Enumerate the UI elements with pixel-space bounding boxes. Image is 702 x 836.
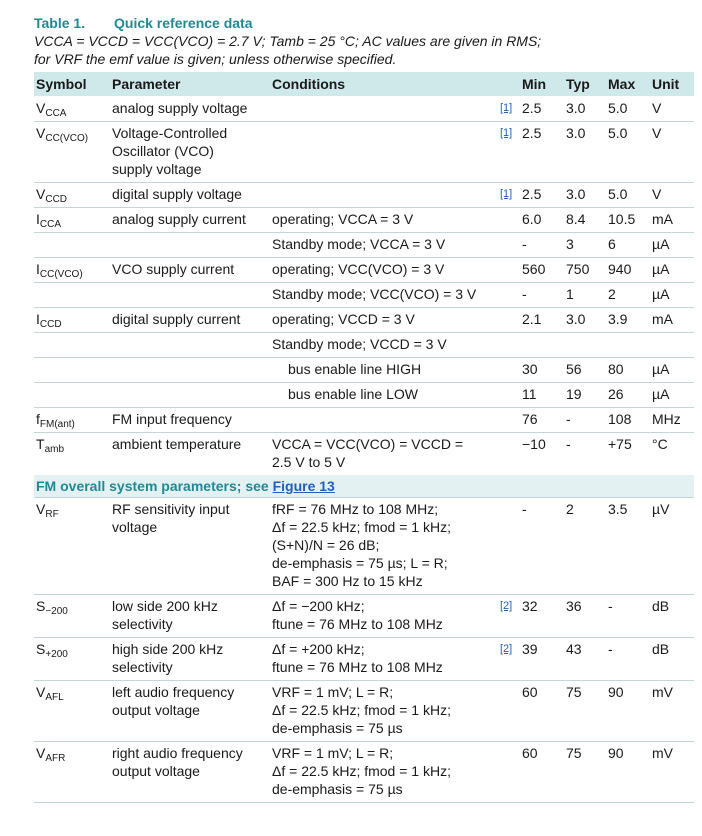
min-value: 32 bbox=[522, 598, 538, 614]
header-min: Min bbox=[522, 76, 547, 92]
symbol-letter: V bbox=[36, 501, 46, 517]
parameter-cell bbox=[112, 435, 268, 453]
table-caption bbox=[34, 14, 694, 68]
typ-value: 36 bbox=[566, 598, 582, 614]
figure-link[interactable]: Figure 13 bbox=[272, 478, 335, 494]
conditions-cell bbox=[272, 235, 502, 253]
unit-value: µV bbox=[652, 501, 670, 517]
max-value: 5.0 bbox=[608, 186, 628, 202]
condition-line: Δf = 22.5 kHz; fmod = 1 kHz; bbox=[272, 763, 451, 779]
symbol-cell bbox=[36, 124, 108, 148]
footnote-link[interactable]: [1] bbox=[500, 102, 513, 114]
condition-line: Standby mode; VCC(VCO) = 3 V bbox=[272, 286, 477, 302]
table-row bbox=[34, 332, 694, 358]
unit-value: V bbox=[652, 186, 662, 202]
table-row bbox=[34, 232, 694, 258]
table-number: Table 1. bbox=[34, 15, 86, 31]
conditions-cell bbox=[272, 310, 502, 328]
unit-value: V bbox=[652, 125, 662, 141]
symbol-cell bbox=[36, 435, 108, 459]
conditions-cell bbox=[272, 210, 502, 228]
table-row bbox=[34, 257, 694, 283]
min-value: - bbox=[522, 286, 527, 302]
parameter-cell bbox=[112, 99, 268, 117]
parameter-cell bbox=[112, 500, 268, 536]
table-row bbox=[34, 357, 694, 383]
symbol-subscript: CCD bbox=[45, 194, 68, 205]
symbol-cell bbox=[36, 185, 108, 209]
max-value: 3.5 bbox=[608, 501, 628, 517]
symbol-subscript: CCA bbox=[39, 219, 62, 230]
symbol-letter: V bbox=[36, 125, 46, 141]
footnote-link[interactable]: [2] bbox=[500, 600, 513, 612]
condition-line: VCCA = VCC(VCO) = VCCD = bbox=[272, 436, 463, 452]
header-symbol: Symbol bbox=[36, 76, 87, 92]
min-value: - bbox=[522, 501, 527, 517]
typ-value: 8.4 bbox=[566, 211, 586, 227]
unit-value: mA bbox=[652, 311, 673, 327]
max-value: 80 bbox=[608, 361, 624, 377]
parameter-cell bbox=[112, 410, 268, 428]
max-value: - bbox=[608, 598, 613, 614]
parameter-line: left audio frequency bbox=[112, 684, 235, 700]
condition-line: Δf = 22.5 kHz; fmod = 1 kHz; bbox=[272, 519, 451, 535]
typ-value: 750 bbox=[566, 261, 590, 277]
typ-value: 19 bbox=[566, 386, 582, 402]
typ-value: 3 bbox=[566, 236, 574, 252]
table-row bbox=[34, 307, 694, 333]
parameter-line: high side 200 kHz bbox=[112, 641, 224, 657]
max-value: - bbox=[608, 641, 613, 657]
typ-value: 75 bbox=[566, 745, 582, 761]
unit-value: °C bbox=[652, 436, 668, 452]
parameter-line: FM input frequency bbox=[112, 411, 232, 427]
typ-value: - bbox=[566, 436, 571, 452]
conditions-cell bbox=[272, 597, 502, 633]
min-value: 6.0 bbox=[522, 211, 542, 227]
condition-line: bus enable line HIGH bbox=[288, 361, 422, 377]
max-value: 26 bbox=[608, 386, 624, 402]
symbol-cell bbox=[36, 683, 108, 707]
table-row bbox=[34, 407, 694, 433]
condition-line: de-emphasis = 75 µs bbox=[272, 781, 403, 797]
symbol-letter: V bbox=[36, 186, 46, 202]
condition-line: Δf = 22.5 kHz; fmod = 1 kHz; bbox=[272, 702, 451, 718]
section-label: FM overall system parameters; see bbox=[36, 478, 273, 494]
unit-value: µA bbox=[652, 286, 670, 302]
unit-value: MHz bbox=[652, 411, 681, 427]
symbol-cell bbox=[36, 640, 108, 664]
symbol-cell bbox=[36, 310, 108, 334]
symbol-subscript: +200 bbox=[45, 649, 68, 660]
parameter-line: Oscillator (VCO) bbox=[112, 143, 214, 159]
caption-conditions-line-1: VCCA = VCCD = VCC(VCO) = 2.7 V; Tamb = 25 °C; AC values are given in RMS; bbox=[34, 33, 542, 49]
symbol-cell bbox=[36, 210, 108, 234]
symbol-cell bbox=[36, 260, 108, 284]
unit-value: µA bbox=[652, 361, 670, 377]
condition-line: operating; VCCD = 3 V bbox=[272, 311, 415, 327]
max-value: 10.5 bbox=[608, 211, 636, 227]
conditions-cell bbox=[272, 435, 502, 471]
symbol-subscript: −200 bbox=[45, 606, 68, 617]
parameter-cell bbox=[112, 260, 268, 278]
conditions-cell bbox=[272, 640, 502, 676]
condition-line: Standby mode; VCCD = 3 V bbox=[272, 336, 447, 352]
typ-value: 3.0 bbox=[566, 125, 586, 141]
header-unit: Unit bbox=[652, 76, 680, 92]
condition-line: BAF = 300 Hz to 15 kHz bbox=[272, 573, 423, 589]
table-row bbox=[34, 594, 694, 638]
symbol-cell bbox=[36, 99, 108, 123]
typ-value: 3.0 bbox=[566, 186, 586, 202]
condition-line: VRF = 1 mV; L = R; bbox=[272, 684, 394, 700]
condition-line: Standby mode; VCCA = 3 V bbox=[272, 236, 446, 252]
condition-line: ftune = 76 MHz to 108 MHz bbox=[272, 659, 443, 675]
max-value: 2 bbox=[608, 286, 616, 302]
condition-line: ftune = 76 MHz to 108 MHz bbox=[272, 616, 443, 632]
table-row bbox=[34, 382, 694, 408]
parameter-line: voltage bbox=[112, 519, 158, 535]
symbol-letter: S bbox=[36, 641, 46, 657]
parameter-line: RF sensitivity input bbox=[112, 501, 230, 517]
min-value: 60 bbox=[522, 684, 538, 700]
header-conditions: Conditions bbox=[272, 76, 346, 92]
footnote-link[interactable]: [2] bbox=[500, 643, 513, 655]
typ-value: 1 bbox=[566, 286, 574, 302]
parameter-cell bbox=[112, 185, 268, 203]
max-value: 90 bbox=[608, 684, 624, 700]
max-value: 5.0 bbox=[608, 100, 628, 116]
max-value: 6 bbox=[608, 236, 616, 252]
typ-value: 3.0 bbox=[566, 100, 586, 116]
parameter-cell bbox=[112, 310, 268, 328]
min-value: 11 bbox=[522, 386, 537, 402]
conditions-cell bbox=[272, 260, 502, 278]
typ-value: 75 bbox=[566, 684, 582, 700]
table-header bbox=[34, 72, 694, 96]
condition-line: bus enable line LOW bbox=[288, 386, 418, 402]
parameter-line: output voltage bbox=[112, 763, 200, 779]
condition-line: operating; VCC(VCO) = 3 V bbox=[272, 261, 445, 277]
table-title bbox=[34, 14, 694, 32]
unit-value: dB bbox=[652, 641, 670, 657]
max-value: 90 bbox=[608, 745, 624, 761]
unit-value: µA bbox=[652, 236, 670, 252]
symbol-letter: V bbox=[36, 745, 46, 761]
condition-line: de-emphasis = 75 µs bbox=[272, 720, 403, 736]
symbol-subscript: CCA bbox=[45, 108, 67, 119]
footnote-link[interactable]: [1] bbox=[500, 127, 513, 139]
condition-line: operating; VCCA = 3 V bbox=[272, 211, 414, 227]
min-value: 30 bbox=[522, 361, 538, 377]
symbol-letter: V bbox=[36, 684, 46, 700]
min-value: 560 bbox=[522, 261, 546, 277]
unit-value: µA bbox=[652, 261, 670, 277]
symbol-cell bbox=[36, 744, 108, 768]
parameter-line: Voltage-Controlled bbox=[112, 125, 228, 141]
symbol-letter: I bbox=[36, 261, 40, 277]
symbol-cell bbox=[36, 410, 108, 434]
parameter-cell bbox=[112, 744, 268, 780]
unit-value: mV bbox=[652, 684, 673, 700]
parameter-line: selectivity bbox=[112, 616, 173, 632]
max-value: +75 bbox=[608, 436, 632, 452]
table-title-text: Quick reference data bbox=[114, 15, 253, 31]
table-row bbox=[34, 121, 694, 183]
symbol-subscript: CC(VCO) bbox=[45, 133, 89, 144]
table-row bbox=[34, 680, 694, 742]
conditions-cell bbox=[272, 683, 502, 737]
parameter-line: ambient temperature bbox=[112, 436, 242, 452]
symbol-letter: T bbox=[36, 436, 45, 452]
condition-line: fRF = 76 MHz to 108 MHz; bbox=[272, 501, 439, 517]
condition-line: VRF = 1 mV; L = R; bbox=[272, 745, 394, 761]
symbol-letter: S bbox=[36, 598, 46, 614]
parameter-cell bbox=[112, 683, 268, 719]
parameter-line: right audio frequency bbox=[112, 745, 243, 761]
table-row bbox=[34, 96, 694, 122]
typ-value: - bbox=[566, 411, 571, 427]
min-value: 2.5 bbox=[522, 125, 542, 141]
header-parameter: Parameter bbox=[112, 76, 181, 92]
min-value: - bbox=[522, 236, 527, 252]
parameter-line: digital supply current bbox=[112, 311, 241, 327]
max-value: 5.0 bbox=[608, 125, 628, 141]
table-row bbox=[34, 637, 694, 681]
symbol-subscript: FM(ant) bbox=[39, 419, 75, 430]
section-title bbox=[36, 477, 335, 495]
parameter-line: analog supply current bbox=[112, 211, 246, 227]
conditions-cell bbox=[288, 360, 518, 378]
parameter-cell bbox=[112, 124, 268, 178]
header-typ: Typ bbox=[566, 76, 590, 92]
symbol-subscript: AFR bbox=[45, 753, 66, 764]
table-row bbox=[34, 282, 694, 308]
min-value: 2.5 bbox=[522, 186, 542, 202]
footnote-link[interactable]: [1] bbox=[500, 188, 513, 200]
table-row bbox=[34, 497, 694, 595]
parameter-line: digital supply voltage bbox=[112, 186, 242, 202]
parameter-cell bbox=[112, 210, 268, 228]
min-value: 2.1 bbox=[522, 311, 542, 327]
parameter-line: selectivity bbox=[112, 659, 173, 675]
symbol-subscript: AFL bbox=[45, 692, 64, 703]
parameter-cell bbox=[112, 640, 268, 676]
symbol-letter: I bbox=[36, 211, 40, 227]
condition-line: de-emphasis = 75 µs; L = R; bbox=[272, 555, 448, 571]
table-row bbox=[34, 182, 694, 208]
max-value: 108 bbox=[608, 411, 632, 427]
symbol-subscript: CC(VCO) bbox=[39, 269, 83, 280]
symbol-subscript: RF bbox=[45, 509, 59, 520]
condition-line: Δf = −200 kHz; bbox=[272, 598, 365, 614]
symbol-subscript: CCD bbox=[39, 319, 62, 330]
max-value: 3.9 bbox=[608, 311, 628, 327]
symbol-cell bbox=[36, 597, 108, 621]
header-max: Max bbox=[608, 76, 636, 92]
table-row bbox=[34, 432, 694, 476]
section-header bbox=[34, 475, 694, 498]
parameter-line: supply voltage bbox=[112, 161, 202, 177]
min-value: 76 bbox=[522, 411, 538, 427]
unit-value: µA bbox=[652, 386, 670, 402]
symbol-subscript: amb bbox=[44, 444, 65, 455]
condition-line: 2.5 V to 5 V bbox=[272, 454, 346, 470]
conditions-cell bbox=[272, 500, 502, 590]
condition-line: (S+N)/N = 26 dB; bbox=[272, 537, 380, 553]
max-value: 940 bbox=[608, 261, 632, 277]
table-row bbox=[34, 207, 694, 233]
conditions-cell bbox=[288, 385, 518, 403]
conditions-cell bbox=[272, 285, 502, 303]
caption-conditions-line-2: for VRF the emf value is given; unless otherwise specified. bbox=[34, 51, 397, 67]
unit-value: mV bbox=[652, 745, 673, 761]
conditions-cell bbox=[272, 744, 502, 798]
unit-value: mA bbox=[652, 211, 673, 227]
table-row bbox=[34, 741, 694, 803]
unit-value: dB bbox=[652, 598, 670, 614]
parameter-line: output voltage bbox=[112, 702, 200, 718]
symbol-letter: I bbox=[36, 311, 40, 327]
symbol-letter: V bbox=[36, 100, 46, 116]
parameter-line: analog supply voltage bbox=[112, 100, 248, 116]
symbol-letter: f bbox=[36, 411, 40, 427]
parameter-line: VCO supply current bbox=[112, 261, 235, 277]
condition-line: Δf = +200 kHz; bbox=[272, 641, 365, 657]
typ-value: 43 bbox=[566, 641, 582, 657]
parameter-cell bbox=[112, 597, 268, 633]
conditions-cell bbox=[272, 335, 502, 353]
parameter-line: low side 200 kHz bbox=[112, 598, 218, 614]
min-value: −10 bbox=[522, 436, 546, 452]
typ-value: 56 bbox=[566, 361, 582, 377]
typ-value: 2 bbox=[566, 501, 574, 517]
unit-value: V bbox=[652, 100, 662, 116]
min-value: 60 bbox=[522, 745, 538, 761]
min-value: 39 bbox=[522, 641, 538, 657]
typ-value: 3.0 bbox=[566, 311, 586, 327]
symbol-cell bbox=[36, 500, 108, 524]
min-value: 2.5 bbox=[522, 100, 542, 116]
